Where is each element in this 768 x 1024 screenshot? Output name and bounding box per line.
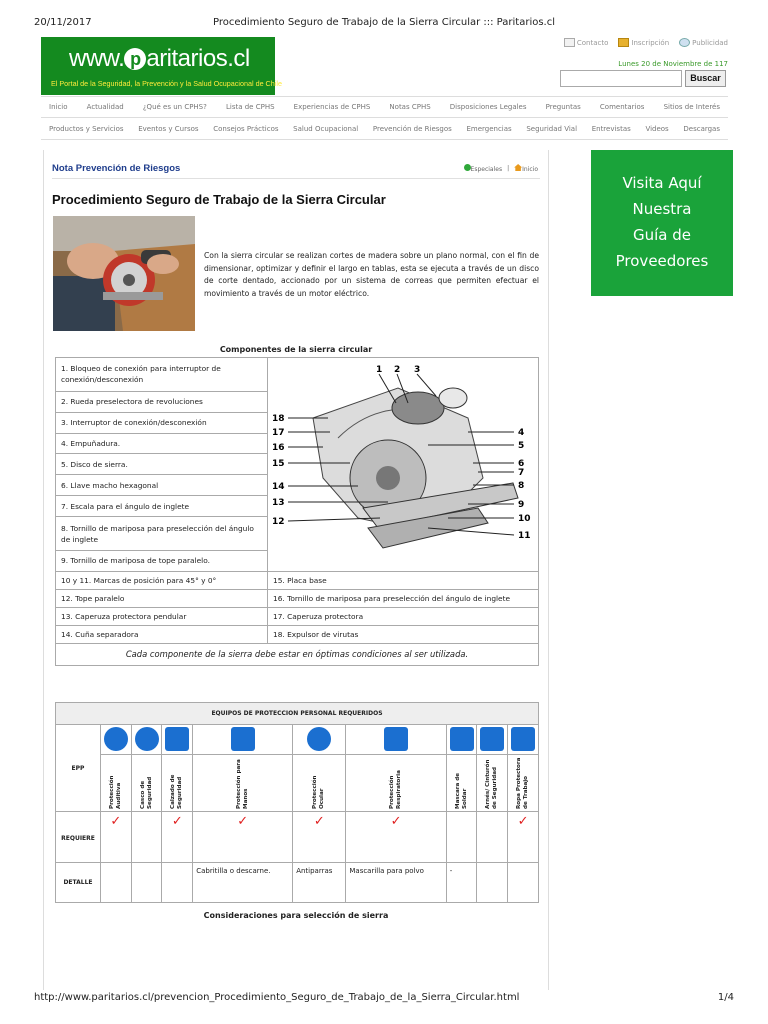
pencil-icon (618, 38, 629, 47)
epp-name: Ropa Protectora de Trabajo (516, 757, 530, 809)
diagram-label-11: 11 (518, 531, 531, 541)
inicio-link[interactable]: Inicio (514, 164, 538, 173)
requiere-cell (131, 812, 162, 863)
nav-item-salud[interactable]: Salud Ocupacional (293, 124, 359, 133)
requiere-cell (162, 812, 193, 863)
component-cell: 17. Caperuza protectora (268, 608, 539, 626)
globe-icon (679, 38, 690, 47)
components-title: Componentes de la sierra circular (219, 345, 373, 354)
ad-line: Proveedores (615, 252, 709, 270)
print-header (34, 17, 734, 31)
diagram-label-1: 1 (376, 365, 383, 375)
nav-item-productos[interactable]: Productos y Servicios (49, 124, 124, 133)
diagram-label-12: 12 (272, 517, 285, 527)
diagram-label-8: 8 (518, 481, 525, 491)
check-icon: ✓ (110, 814, 122, 829)
epp-name: Arnés/ Cinturón de Seguridad (485, 759, 499, 809)
secondary-nav (41, 118, 728, 140)
consideraciones-heading: Consideraciones para selección de sierra (203, 911, 389, 920)
nav-item-lista-cphs[interactable]: Lista de CPHS (225, 103, 275, 111)
epp-title: EQUIPOS DE PROTECCION PERSONAL REQUERIDOS (56, 703, 539, 725)
diagram-label-6: 6 (518, 459, 525, 469)
diagram-label-18: 18 (272, 414, 285, 424)
nav-item-experiencias[interactable]: Experiencias de CPHS (293, 103, 371, 111)
epp-table (55, 702, 539, 903)
section-label[interactable]: Nota Prevención de Riesgos (52, 163, 181, 174)
epp-name: Protección Ocular (312, 775, 326, 809)
print-url: http://www.paritarios.cl/prevencion_Procedimiento_Seguro_de_Trabajo_de_la_Sierra_Circular.html (34, 992, 520, 1003)
diagram-label-13: 13 (272, 498, 285, 508)
ad-line: Visita Aquí (622, 174, 702, 192)
goggles-icon (307, 727, 331, 751)
detalle-cell (101, 863, 132, 903)
logo-brand: www. p aritarios.cl (69, 45, 250, 72)
contact-link[interactable]: Contacto (564, 38, 609, 47)
diagram-label-4: 4 (518, 428, 525, 438)
epp-name: Protección Respiratoria (389, 770, 403, 809)
diagram-label-17: 17 (272, 428, 285, 438)
nav-item-sitios[interactable]: Sitios de Interés (663, 103, 720, 111)
component-cell: 7. Escala para el ángulo de inglete (56, 496, 268, 517)
detalle-cell: Mascarilla para polvo (346, 863, 446, 903)
envelope-icon (564, 38, 575, 47)
nav-item-comentarios[interactable]: Comentarios (599, 103, 645, 111)
check-icon: ✓ (313, 814, 325, 829)
nav-item-prevencion[interactable]: Prevención de Riesgos (372, 124, 452, 133)
boot-icon (165, 727, 189, 751)
requiere-cell (446, 812, 477, 863)
epp-name: Mascara de Soldar (454, 772, 468, 809)
detalle-cell (508, 863, 539, 903)
especiales-link[interactable]: Especiales (464, 164, 503, 173)
article-intro: Con la sierra circular se realizan cortes de madera sobre un plano normal, con el fin de dimensionar, optimizar y definir el largo en tablas, esta se ejecuta a través de un disco de corte dentado, accionado por un sistema de correas que permiten efectuar el movimiento a través de un motor eléctrico. (204, 251, 539, 298)
diagram-label-16: 16 (272, 443, 285, 453)
requiere-cell (346, 812, 446, 863)
components-note: Cada componente de la sierra debe estar en óptimas condiciones al ser utilizada. (56, 644, 539, 666)
main-nav (41, 96, 728, 118)
saw-diagram (268, 358, 539, 572)
nav-item-inicio[interactable]: Inicio (49, 103, 68, 111)
home-icon (514, 164, 522, 171)
helmet-icon (135, 727, 159, 751)
requiere-cell (477, 812, 508, 863)
nav-item-seguridad-vial[interactable]: Seguridad Vial (526, 124, 578, 133)
component-cell: 5. Disco de sierra. (56, 454, 268, 475)
circular-saw-photo (53, 216, 195, 331)
check-icon: ✓ (171, 814, 183, 829)
site-logo[interactable] (41, 37, 282, 95)
search-input[interactable] (560, 70, 682, 87)
publicidad-link[interactable]: Publicidad (679, 38, 728, 47)
nav-item-que-es-cphs[interactable]: ¿Qué es un CPHS? (142, 103, 207, 111)
ear-protection-icon (104, 727, 128, 751)
component-cell: 4. Empuñadura. (56, 433, 268, 454)
check-icon: ✓ (517, 814, 529, 829)
component-cell: 1. Bloqueo de conexión para interruptor de conexión/desconexión (56, 358, 268, 392)
requiere-label: REQUIERE (56, 812, 101, 863)
diagram-label-15: 15 (272, 459, 285, 469)
article-title: Procedimiento Seguro de Trabajo de la Sierra Circular (52, 192, 386, 207)
component-cell: 16. Tornillo de mariposa para preselección del ángulo de inglete (268, 590, 539, 608)
logo-p-icon: p (124, 48, 146, 70)
print-footer (34, 992, 734, 1006)
diagram-label-5: 5 (518, 441, 525, 451)
component-cell: 14. Cuña separadora (56, 626, 268, 644)
nav-item-descargas[interactable]: Descargas (683, 124, 720, 133)
ad-line: Guía de (632, 226, 691, 244)
print-title: Procedimiento Seguro de Trabajo de la Sierra Circular ::: Paritarios.cl (212, 17, 556, 28)
component-cell: 13. Caperuza protectora pendular (56, 608, 268, 626)
respirator-icon (384, 727, 408, 751)
check-icon: ✓ (390, 814, 402, 829)
requiere-row (56, 812, 539, 863)
components-table (55, 357, 539, 666)
detalle-cell: Antiparras (293, 863, 346, 903)
component-cell: 10 y 11. Marcas de posición para 45° y 0° (56, 572, 268, 590)
logo-tagline: El Portal de la Seguridad, la Prevención y la Salud Ocupacional de Chile (51, 79, 282, 88)
nav-item-preguntas[interactable]: Preguntas (545, 103, 581, 111)
detalle-cell (162, 863, 193, 903)
inscripcion-link[interactable]: Inscripción (618, 38, 669, 47)
diagram-label-2: 2 (394, 365, 401, 375)
coverall-icon (511, 727, 535, 751)
epp-row-label: EPP (56, 725, 101, 812)
detalle-cell: Cabritilla o descarne. (193, 863, 293, 903)
epp-name: Casco de Seguridad (139, 776, 153, 809)
component-cell: 3. Interruptor de conexión/desconexión (56, 412, 268, 433)
diagram-label-10: 10 (518, 514, 531, 524)
diagram-label-3: 3 (414, 365, 421, 375)
nav-item-videos[interactable]: Videos (645, 124, 669, 133)
requiere-cell (193, 812, 293, 863)
nav-item-disposiciones[interactable]: Disposiciones Legales (449, 103, 527, 111)
component-cell: 6. Llave macho hexagonal (56, 475, 268, 496)
welding-mask-icon (450, 727, 474, 751)
component-cell: 15. Placa base (268, 572, 539, 590)
nav-item-emergencias[interactable]: Emergencias (466, 124, 512, 133)
nav-item-notas[interactable]: Notas CPHS (389, 103, 431, 111)
nav-item-eventos[interactable]: Eventos y Cursos (138, 124, 199, 133)
detalle-label: DETALLE (56, 863, 101, 903)
nav-item-consejos[interactable]: Consejos Prácticos (213, 124, 279, 133)
print-page-number: 1/4 (717, 992, 734, 1003)
check-icon: ✓ (237, 814, 249, 829)
harness-icon (480, 727, 504, 751)
print-date: 20/11/2017 (34, 17, 92, 28)
detalle-row (56, 863, 539, 903)
component-cell: 8. Tornillo de mariposa para preselección del ángulo de inglete (56, 517, 268, 551)
diagram-label-14: 14 (272, 482, 285, 492)
component-cell: 18. Expulsor de virutas (268, 626, 539, 644)
section-bar: Nota Prevención de Riesgos Especiales | Inicio (52, 163, 540, 179)
top-links (564, 38, 728, 47)
current-date: Lunes 20 de Noviembre de 117 (618, 60, 728, 68)
especiales-icon (464, 164, 471, 171)
detalle-cell: - (446, 863, 477, 903)
diagram-label-7: 7 (518, 468, 525, 478)
diagram-label-9: 9 (518, 500, 525, 510)
search-button[interactable]: Buscar (685, 70, 726, 87)
epp-name: Protección Auditiva (108, 775, 122, 809)
component-cell: 2. Rueda preselectora de revoluciones (56, 391, 268, 412)
nav-item-entrevistas[interactable]: Entrevistas (591, 124, 631, 133)
detalle-cell (477, 863, 508, 903)
component-cell: 12. Tope paralelo (56, 590, 268, 608)
epp-name: Calzado de Seguridad (170, 774, 184, 809)
detalle-cell (131, 863, 162, 903)
epp-name: Protección para Manos (235, 759, 249, 809)
glove-icon (231, 727, 255, 751)
nav-item-actualidad[interactable]: Actualidad (86, 103, 124, 111)
requiere-cell (508, 812, 539, 863)
requiere-cell (101, 812, 132, 863)
component-cell: 9. Tornillo de mariposa de tope paralelo. (56, 550, 268, 571)
requiere-cell (293, 812, 346, 863)
proveedores-ad[interactable] (591, 150, 733, 296)
ad-line: Nuestra (632, 200, 692, 218)
